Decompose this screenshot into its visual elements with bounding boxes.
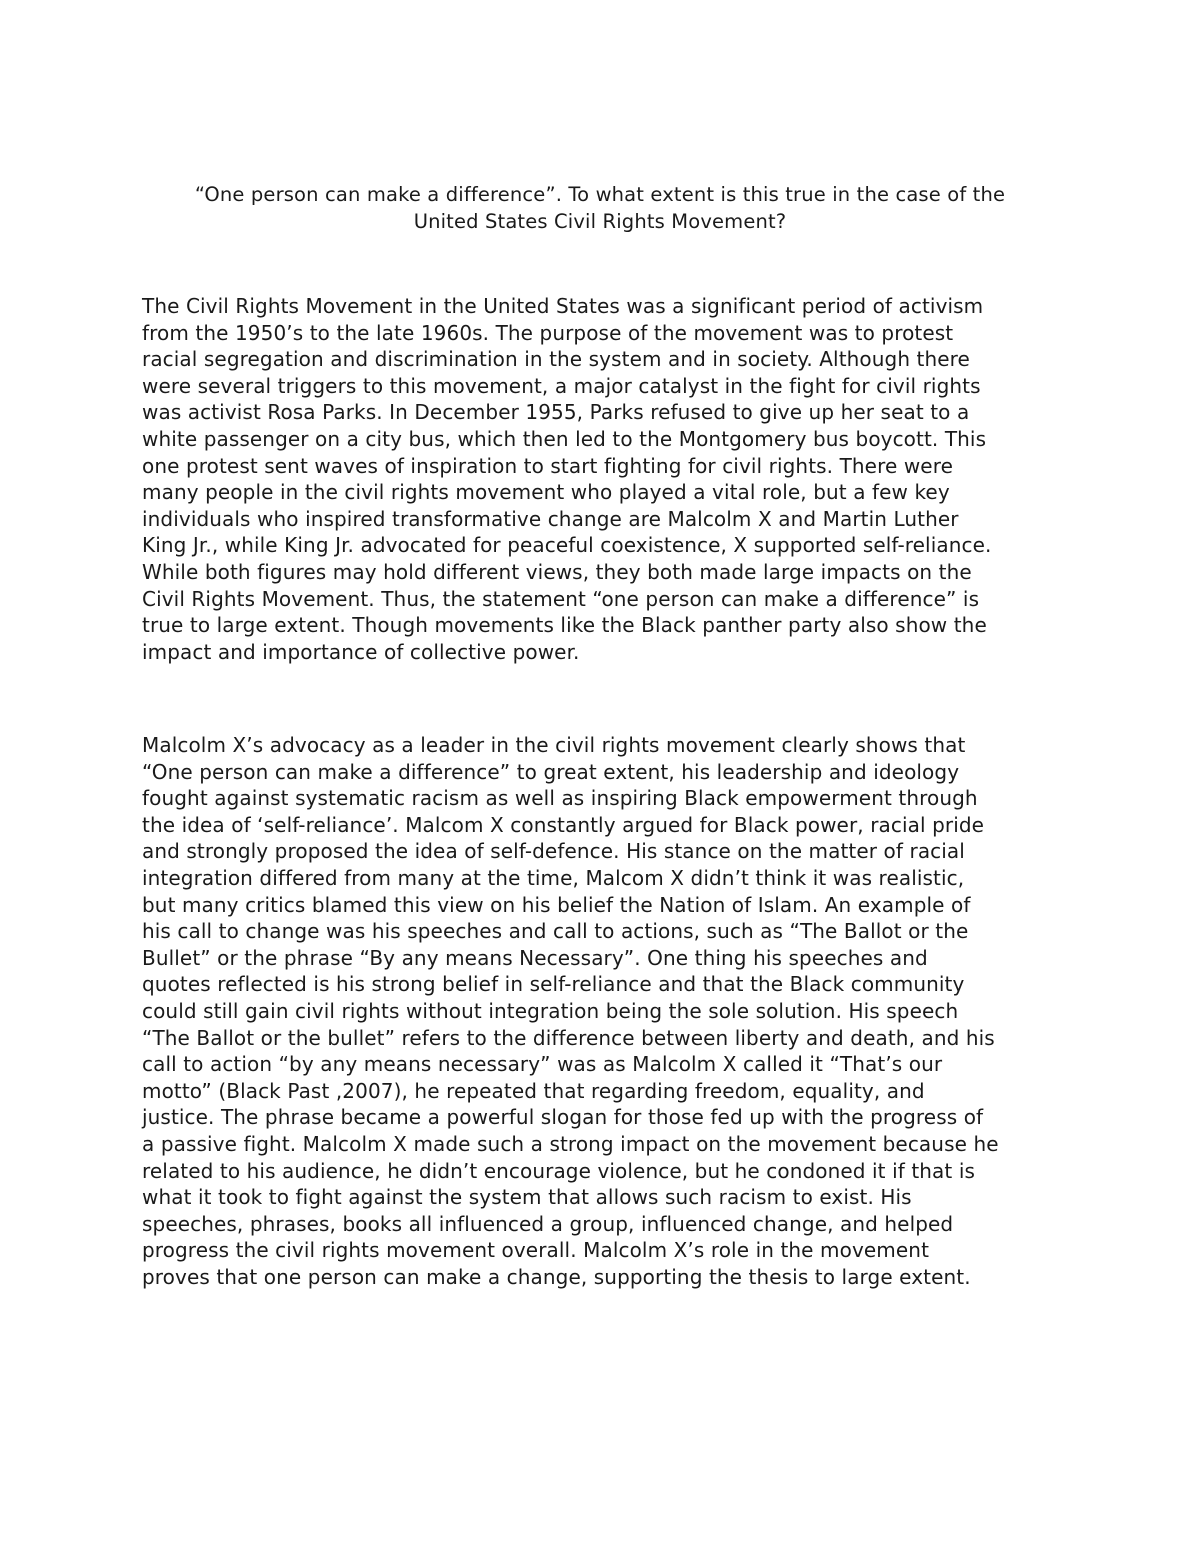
text-line: from the 1950’s to the late 1960s. The purpose of the movement was to protest bbox=[142, 320, 954, 345]
text-line: but many critics blamed this view on his belief the Nation of Islam. An example of bbox=[142, 892, 971, 917]
text-line: “One person can make a difference” to great extent, his leadership and ideology bbox=[142, 759, 960, 784]
text-line: quotes reflected is his strong belief in self-reliance and that the Black community bbox=[142, 972, 965, 997]
paragraph-malcolm-x bbox=[142, 732, 1072, 1290]
text-line: his call to change was his speeches and call to actions, such as “The Ballot or the bbox=[142, 919, 969, 944]
text-line: true to large extent. Though movements like the Black panther party also show the bbox=[142, 613, 987, 638]
text-line: call to action “by any means necessary” was as Malcolm X called it “That’s our bbox=[142, 1052, 943, 1077]
essay-title bbox=[120, 182, 1080, 235]
text-line: justice. The phrase became a powerful slogan for those fed up with the progress of bbox=[142, 1105, 984, 1130]
text-line: The Civil Rights Movement in the United States was a significant period of activism bbox=[142, 294, 984, 318]
text-line: racial segregation and discrimination in the system and in society. Although there bbox=[142, 347, 970, 372]
text-line: could still gain civil rights without integration being the sole solution. His speech bbox=[142, 998, 959, 1023]
text-line: integration differed from many at the time, Malcom X didn’t think it was realistic, bbox=[142, 865, 965, 890]
text-line: a passive fight. Malcolm X made such a strong impact on the movement because he bbox=[142, 1131, 999, 1156]
title-line: United States Civil Rights Movement? bbox=[413, 209, 787, 233]
text-line: one protest sent waves of inspiration to start fighting for civil rights. There were bbox=[142, 453, 953, 478]
text-line: Civil Rights Movement. Thus, the statement “one person can make a difference” is bbox=[142, 586, 980, 611]
text-line: individuals who inspired transformative change are Malcolm X and Martin Luther bbox=[142, 506, 959, 531]
text-line: “The Ballot or the bullet” refers to the difference between liberty and death, and his bbox=[142, 1025, 995, 1050]
text-line: was activist Rosa Parks. In December 1955, Parks refused to give up her seat to a bbox=[142, 400, 970, 425]
text-line: and strongly proposed the idea of self-defence. His stance on the matter of racial bbox=[142, 839, 965, 864]
text-line: proves that one person can make a change, supporting the thesis to large extent. bbox=[142, 1264, 971, 1289]
text-line: the idea of ‘self-reliance’. Malcom X constantly argued for Black power, racial pride bbox=[142, 812, 985, 837]
text-line: impact and importance of collective power. bbox=[142, 639, 580, 664]
text-line: Bullet” or the phrase “By any means Necessary”. One thing his speeches and bbox=[142, 945, 928, 970]
text-line: white passenger on a city bus, which then led to the Montgomery bus boycott. This bbox=[142, 426, 987, 451]
text-line: what it took to fight against the system that allows such racism to exist. His bbox=[142, 1185, 912, 1210]
paragraph-introduction bbox=[142, 293, 1072, 665]
text-line: progress the civil rights movement overall. Malcolm X’s role in the movement bbox=[142, 1238, 930, 1263]
text-line: speeches, phrases, books all influenced a group, influenced change, and helped bbox=[142, 1211, 954, 1236]
text-line: motto” (Black Past ,2007), he repeated that regarding freedom, equality, and bbox=[142, 1078, 925, 1103]
title-line: “One person can make a difference”. To what extent is this true in the case of the bbox=[194, 183, 1006, 206]
text-line: King Jr., while King Jr. advocated for peaceful coexistence, X supported self-reliance. bbox=[142, 533, 992, 558]
text-line: fought against systematic racism as well as inspiring Black empowerment through bbox=[142, 786, 978, 811]
text-line: While both figures may hold different views, they both made large impacts on the bbox=[142, 559, 972, 584]
text-line: related to his audience, he didn’t encourage violence, but he condoned it if that is bbox=[142, 1158, 975, 1183]
text-line: were several triggers to this movement, a major catalyst in the fight for civil rights bbox=[142, 373, 981, 398]
text-line: many people in the civil rights movement who played a vital role, but a few key bbox=[142, 480, 950, 505]
text-line: Malcolm X’s advocacy as a leader in the civil rights movement clearly shows that bbox=[142, 733, 966, 757]
